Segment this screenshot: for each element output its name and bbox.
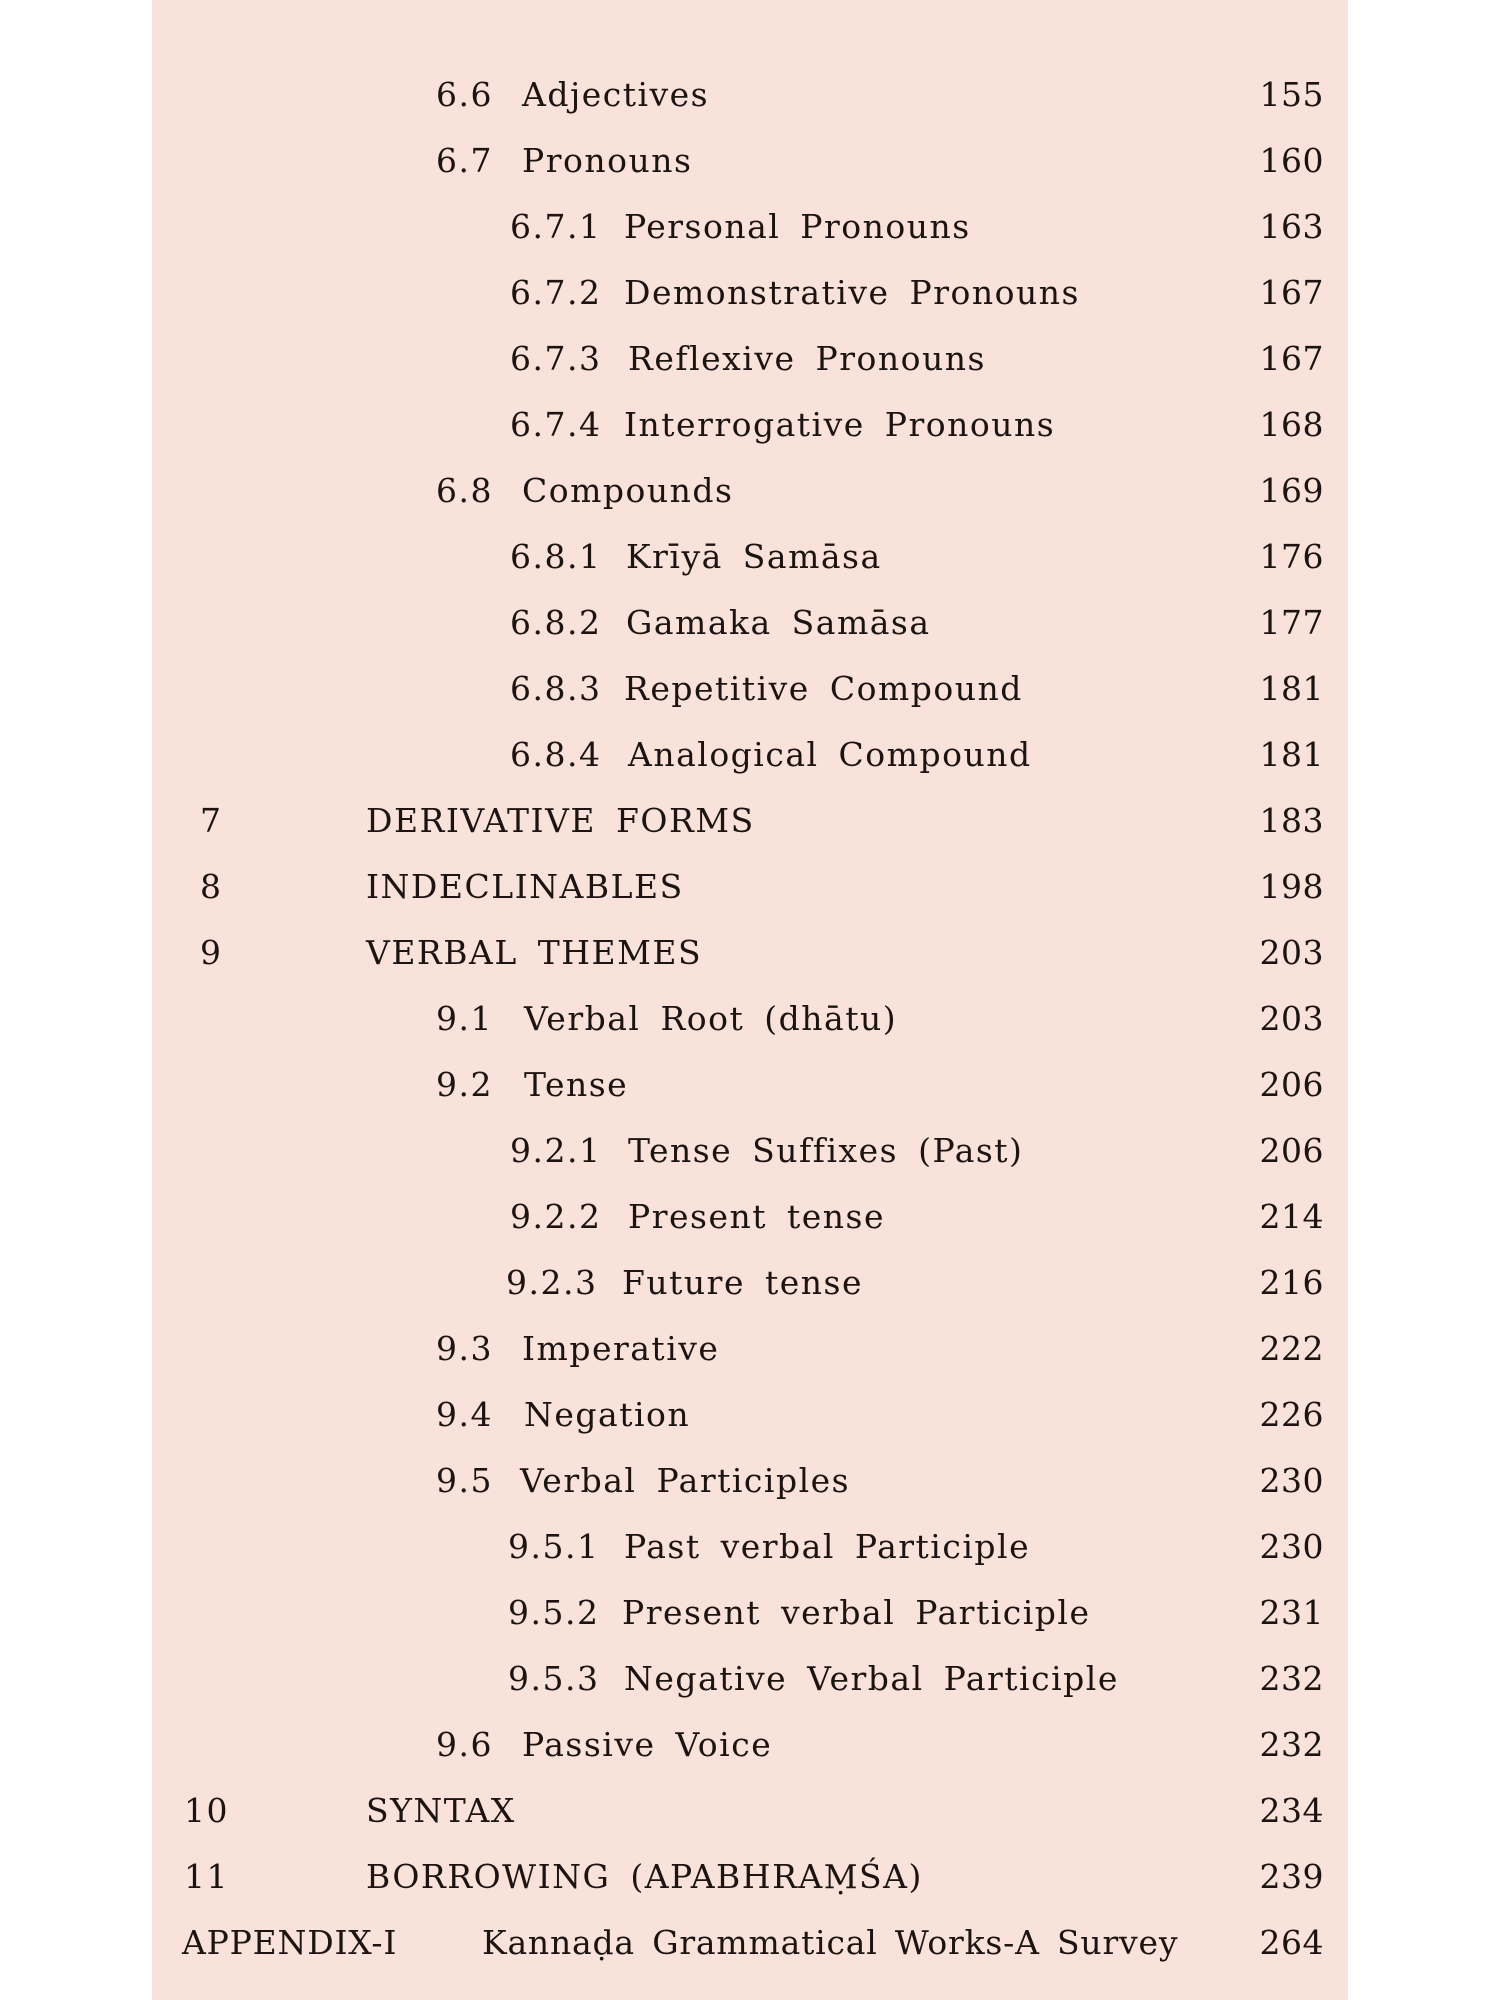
appendix-label: APPENDIX-I [182,1923,398,1962]
page-number: 177 [1259,603,1324,642]
toc-entry [152,656,1348,722]
section-title: Adjectives [522,75,710,114]
toc-entry [152,1316,1348,1382]
toc-entry [152,1184,1348,1250]
page-number: 239 [1259,1857,1324,1896]
section-number: 9.2 [436,1065,493,1104]
section-number: 6.7 [436,141,493,180]
toc-entry [152,1118,1348,1184]
section-title: Pronouns [522,141,693,180]
page-number: 155 [1259,75,1324,114]
section-title: Krīyā Samāsa [626,537,882,576]
book-page [152,0,1348,2000]
section-title: Reflexive Pronouns [628,339,986,378]
page-number: 167 [1259,273,1324,312]
section-number: 6.7.1 [510,207,602,246]
section-number: 9.5 [436,1461,493,1500]
section-number: 9.6 [436,1725,493,1764]
page-number: 231 [1259,1593,1324,1632]
toc-entry [152,1844,1348,1910]
chapter-title: BORROWING (APABHRAṂŚA) [366,1857,923,1896]
page-number: 206 [1259,1065,1324,1104]
section-number: 6.7.2 [510,273,602,312]
page-number: 169 [1259,471,1324,510]
page-number: 181 [1259,735,1324,774]
section-title: Interrogative Pronouns [624,405,1056,444]
section-title: Demonstrative Pronouns [624,273,1080,312]
section-title: Tense Suffixes (Past) [628,1131,1024,1170]
toc-entry [152,788,1348,854]
section-number: 9.1 [436,999,493,1038]
page-number: 176 [1259,537,1324,576]
table-of-contents [152,0,1348,2000]
section-title: Passive Voice [522,1725,773,1764]
page-number: 230 [1259,1527,1324,1566]
toc-entry [152,128,1348,194]
page-number: 203 [1259,933,1324,972]
toc-entry [152,920,1348,986]
toc-entry [152,260,1348,326]
page-number: 167 [1259,339,1324,378]
page-number: 232 [1259,1659,1324,1698]
section-number: 6.8.3 [510,669,602,708]
page-number: 198 [1259,867,1324,906]
section-number: 6.8.2 [510,603,602,642]
chapter-title: DERIVATIVE FORMS [366,801,755,840]
section-title: Personal Pronouns [624,207,971,246]
section-number: 6.8.4 [510,735,602,774]
section-title: Present tense [628,1197,885,1236]
toc-entry [152,722,1348,788]
toc-entry [152,524,1348,590]
toc-entry [152,1580,1348,1646]
section-title: Negation [524,1395,691,1434]
chapter-number: 8 [200,867,223,906]
page-number: 264 [1259,1923,1324,1962]
toc-entry [152,326,1348,392]
section-number: 6.7.4 [510,405,602,444]
chapter-title: SYNTAX [366,1791,516,1830]
section-title: Analogical Compound [628,735,1032,774]
toc-entry [152,1250,1348,1316]
toc-entry [152,1910,1348,1976]
toc-entry [152,986,1348,1052]
toc-entry [152,590,1348,656]
section-title: Past verbal Participle [624,1527,1031,1566]
page-number: 183 [1259,801,1324,840]
page-number: 163 [1259,207,1324,246]
section-number: 9.4 [436,1395,493,1434]
section-number: 9.3 [436,1329,493,1368]
section-title: Verbal Participles [520,1461,851,1500]
toc-entry [152,1778,1348,1844]
section-number: 6.8.1 [510,537,602,576]
toc-entry [152,1052,1348,1118]
section-number: 9.5.2 [508,1593,600,1632]
toc-entry [152,1514,1348,1580]
section-title: Compounds [522,471,734,510]
toc-entry [152,1382,1348,1448]
chapter-title: VERBAL THEMES [366,933,703,972]
section-title: Negative Verbal Participle [624,1659,1119,1698]
page-number: 232 [1259,1725,1324,1764]
section-title: Future tense [622,1263,863,1302]
toc-entry [152,62,1348,128]
chapter-number: 10 [184,1791,229,1830]
toc-entry [152,458,1348,524]
page-number: 214 [1259,1197,1324,1236]
page-number: 181 [1259,669,1324,708]
section-number: 9.5.1 [508,1527,600,1566]
page-number: 222 [1259,1329,1324,1368]
section-number: 9.5.3 [508,1659,600,1698]
chapter-number: 7 [200,801,223,840]
section-number: 6.6 [436,75,493,114]
chapter-title: INDECLINABLES [366,867,684,906]
section-title: Present verbal Participle [622,1593,1091,1632]
toc-entry [152,392,1348,458]
page-number: 230 [1259,1461,1324,1500]
page-number: 216 [1259,1263,1324,1302]
page-number: 234 [1259,1791,1324,1830]
section-title: Repetitive Compound [624,669,1023,708]
section-title: Imperative [522,1329,720,1368]
page-number: 168 [1259,405,1324,444]
page-number: 203 [1259,999,1324,1038]
section-number: 6.7.3 [510,339,602,378]
toc-entry [152,854,1348,920]
page-number: 160 [1259,141,1324,180]
toc-entry [152,1646,1348,1712]
section-number: 9.2.1 [510,1131,602,1170]
chapter-number: 9 [200,933,223,972]
section-title: Verbal Root (dhātu) [524,999,898,1038]
toc-entry [152,1712,1348,1778]
section-number: 9.2.3 [506,1263,598,1302]
toc-entry [152,194,1348,260]
section-number: 6.8 [436,471,493,510]
section-number: 9.2.2 [510,1197,602,1236]
toc-entry [152,1448,1348,1514]
chapter-number: 11 [184,1857,229,1896]
section-title: Gamaka Samāsa [626,603,931,642]
section-title: Tense [524,1065,629,1104]
page-number: 226 [1259,1395,1324,1434]
page-number: 206 [1259,1131,1324,1170]
appendix-title: Kannaḍa Grammatical Works-A Survey [482,1923,1179,1962]
